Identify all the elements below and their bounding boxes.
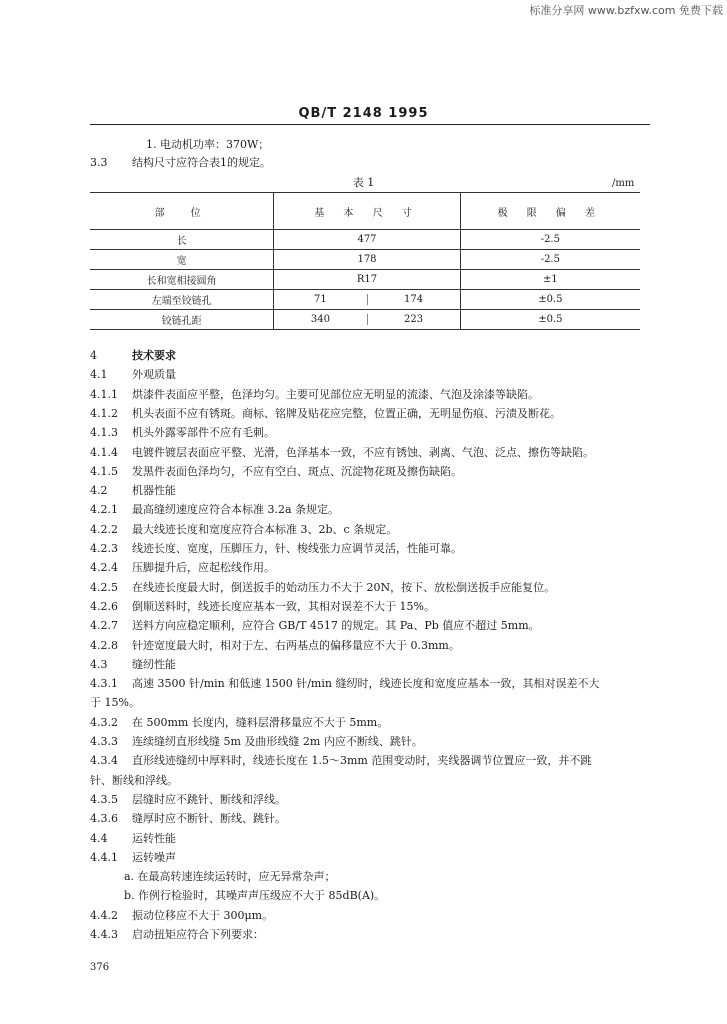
- clause-line: [90, 851, 650, 865]
- cell-tolerance: ±0.5: [460, 290, 640, 310]
- clause-number: 4.3.6: [90, 812, 118, 825]
- cell-part: 宽: [90, 250, 274, 270]
- clause-text: 倒顺送料时，线迹长度应基本一致，其相对误差不大于 15%。: [132, 600, 435, 613]
- cell-size: R17: [274, 270, 460, 290]
- clause-line: [90, 426, 650, 440]
- clause-line: [90, 349, 650, 363]
- clause-text: 线迹长度、宽度，压脚压力，针、梭线张力应调节灵活，性能可靠。: [132, 542, 462, 555]
- clause-number: 4.2.6: [90, 600, 118, 613]
- cell-tolerance: ±0.5: [460, 310, 640, 330]
- clause-text: 技术要求: [132, 349, 176, 362]
- clause-number: 4.4.1: [90, 851, 118, 864]
- clause-continuation: [90, 774, 650, 788]
- header-rule: [90, 124, 650, 125]
- clause-number: 3.3: [90, 156, 108, 169]
- clause-line: [90, 754, 650, 768]
- clause-number: 4.2.4: [90, 561, 118, 574]
- clause-line: [90, 716, 650, 730]
- clause-text: 层缝时应不跳针、断线和浮线。: [132, 793, 286, 806]
- clause-number: 4.2: [90, 484, 108, 497]
- header-cell: 基 本 尺 寸: [274, 193, 460, 230]
- clause-line: [90, 658, 650, 672]
- clause-text: 最大线迹长度和宽度应符合本标准 3、2b、c 条规定。: [132, 523, 398, 536]
- clause-line: [90, 909, 650, 923]
- clause-text: 针、断线和浮线。: [90, 774, 178, 787]
- clause-line: [90, 619, 650, 633]
- cell-part: 长和宽相接圆角: [90, 270, 274, 290]
- clause-line: [90, 446, 650, 460]
- clause-line: [90, 484, 650, 498]
- clause-line: [90, 368, 650, 382]
- clause-text: 缝纫性能: [132, 658, 176, 671]
- page-number: 376: [90, 962, 110, 973]
- clause-text: 连续缝纫直形线缝 5m 及曲形线缝 2m 内应不断线、跳针。: [132, 735, 423, 748]
- clause-number: 4.2.8: [90, 639, 118, 652]
- clause-text: 运转性能: [132, 832, 176, 845]
- clause-number: 4.2.3: [90, 542, 118, 555]
- table-row: [90, 230, 640, 250]
- cell-size-b: 223: [404, 314, 424, 325]
- table-header-row: [90, 193, 640, 230]
- clause-text: 送料方向应稳定顺利，应符合 GB/T 4517 的规定。其 Pa、Pb 值应不超过 5mm。: [132, 619, 540, 632]
- clause-line: [90, 832, 650, 846]
- clause-number: 4.2.5: [90, 581, 118, 594]
- table-row: [90, 270, 640, 290]
- clause-line: [90, 793, 650, 807]
- clause-line: [90, 928, 650, 942]
- header-cell: 部 位: [90, 193, 274, 230]
- clause-number: 4.4: [90, 832, 108, 845]
- clause-text: 机头外露零部件不应有毛刺。: [132, 426, 275, 439]
- dimension-table: [90, 192, 640, 330]
- standard-number: QB/T 2148 1995: [298, 106, 429, 121]
- cell-tolerance: -2.5: [460, 230, 640, 250]
- clause-text: 缝厚时应不断针、断线、跳针。: [132, 812, 286, 825]
- clause-line: [90, 735, 650, 749]
- cell-size: 477: [274, 230, 460, 250]
- clause-number: 4.1.5: [90, 465, 118, 478]
- clause-number: 4.2.7: [90, 619, 118, 632]
- clause-line: [90, 889, 650, 903]
- cell-size-split: [274, 310, 460, 330]
- clause-number: 4.2.1: [90, 503, 118, 516]
- watermark: 标准分享网 www.bzfxw.com 免费下载: [529, 4, 723, 17]
- cell-part: 长: [90, 230, 274, 250]
- clause-line: [90, 677, 650, 691]
- clause-line: [90, 870, 650, 884]
- clause-number: 4.3.2: [90, 716, 118, 729]
- clause-line: [90, 388, 650, 402]
- clause-number: 4.3.5: [90, 793, 118, 806]
- clause-text: b. 作例行检验时，其噪声声压级应不大于 85dB(A)。: [124, 889, 386, 902]
- clause-line: [90, 561, 650, 575]
- clause-number: 4.3.1: [90, 677, 118, 690]
- table-row: [90, 310, 640, 330]
- clause-line: [90, 600, 650, 614]
- clause-text: 运转噪声: [132, 851, 176, 864]
- pre-line: [90, 138, 650, 152]
- clause-text: 最高缝纫速度应符合本标准 3.2a 条规定。: [132, 503, 340, 516]
- clause-text: 直形线迹缝纫中厚料时，线迹长度在 1.5～3mm 范围变动时，夹线器调节位置应一致，并不跳: [132, 754, 592, 767]
- clause-number: 4.3: [90, 658, 108, 671]
- clause-number: 4.1.4: [90, 446, 118, 459]
- table-unit: /mm: [612, 178, 635, 189]
- cell-size-split: [274, 290, 460, 310]
- clause-text: 启动扭矩应符合下列要求：: [132, 928, 264, 941]
- table-caption: 表 1: [352, 176, 375, 189]
- clause-text: a. 在最高转速连续运转时，应无异常杂声；: [124, 870, 336, 883]
- clause-line: [90, 639, 650, 653]
- cell-size-b: 174: [404, 294, 424, 305]
- table-row: [90, 250, 640, 270]
- cell-size-a: 340: [274, 314, 367, 325]
- clause-text: 烘漆件表面应平整，色泽均匀。主要可见部位应无明显的流漆、气泡及涂漆等缺陷。: [132, 388, 539, 401]
- clause-number: 4.1.2: [90, 407, 118, 420]
- table-row: [90, 290, 640, 310]
- clause-text: 振动位移应不大于 300μm。: [132, 909, 274, 922]
- clause-text: 在线迹长度最大时，倒送扳手的始动压力不大于 20N，按下、放松倒送扳手应能复位。: [132, 581, 556, 594]
- clause-text: 于 15%。: [90, 696, 140, 709]
- clause-line: [90, 523, 650, 537]
- clause-text: 电镀件镀层表面应平整、光滑，色泽基本一致，不应有锈蚀、剥离、气泡、泛点、擦伤等缺陷。: [132, 446, 594, 459]
- header-cell: 极 限 偏 差: [460, 193, 640, 230]
- clause-line: [90, 542, 650, 556]
- pre-line: [90, 156, 650, 170]
- clause-line: [90, 465, 650, 479]
- clause-text: 发黑件表面色泽均匀，不应有空白、斑点、沉淀物花斑及擦伤缺陷。: [132, 465, 462, 478]
- clause-text: 结构尺寸应符合表1的规定。: [132, 156, 271, 169]
- clause-number: 4.1.3: [90, 426, 118, 439]
- clause-text: 外观质量: [132, 368, 176, 381]
- clause-text: 针迹宽度最大时，相对于左、右两基点的偏移量应不大于 0.3mm。: [132, 639, 460, 652]
- clause-text: 机头表面不应有锈斑。商标、铭牌及贴花应完整，位置正确，无明显伤痕、污渍及断花。: [132, 407, 561, 420]
- clause-number: 4.4.3: [90, 928, 118, 941]
- clause-number: 4.1.1: [90, 388, 118, 401]
- unit-text: mm: [615, 178, 635, 189]
- clause-text: 1. 电动机功率：370W；: [146, 138, 270, 151]
- clause-line: [90, 503, 650, 517]
- cell-part: 铰链孔距: [90, 310, 274, 330]
- clause-line: [90, 812, 650, 826]
- cell-tolerance: -2.5: [460, 250, 640, 270]
- clause-number: 4: [90, 349, 97, 362]
- cell-size-a: 71: [274, 294, 367, 305]
- clause-text: 高速 3500 针/min 和低速 1500 针/min 缝纫时，线迹长度和宽度应基本一致，其相对误差不大: [132, 677, 600, 690]
- cell-size: 178: [274, 250, 460, 270]
- clause-number: 4.2.2: [90, 523, 118, 536]
- clause-text: 机器性能: [132, 484, 176, 497]
- clause-line: [90, 407, 650, 421]
- clause-text: 在 500mm 长度内，缝料层滑移量应不大于 5mm。: [132, 716, 389, 729]
- clause-number: 4.1: [90, 368, 108, 381]
- clause-number: 4.3.3: [90, 735, 118, 748]
- cell-part: 左端至铰链孔: [90, 290, 274, 310]
- clause-number: 4.4.2: [90, 909, 118, 922]
- cell-tolerance: ±1: [460, 270, 640, 290]
- clause-number: 4.3.4: [90, 754, 118, 767]
- clause-line: [90, 581, 650, 595]
- clause-continuation: [90, 696, 650, 710]
- clause-text: 压脚提升后，应起松线作用。: [132, 561, 275, 574]
